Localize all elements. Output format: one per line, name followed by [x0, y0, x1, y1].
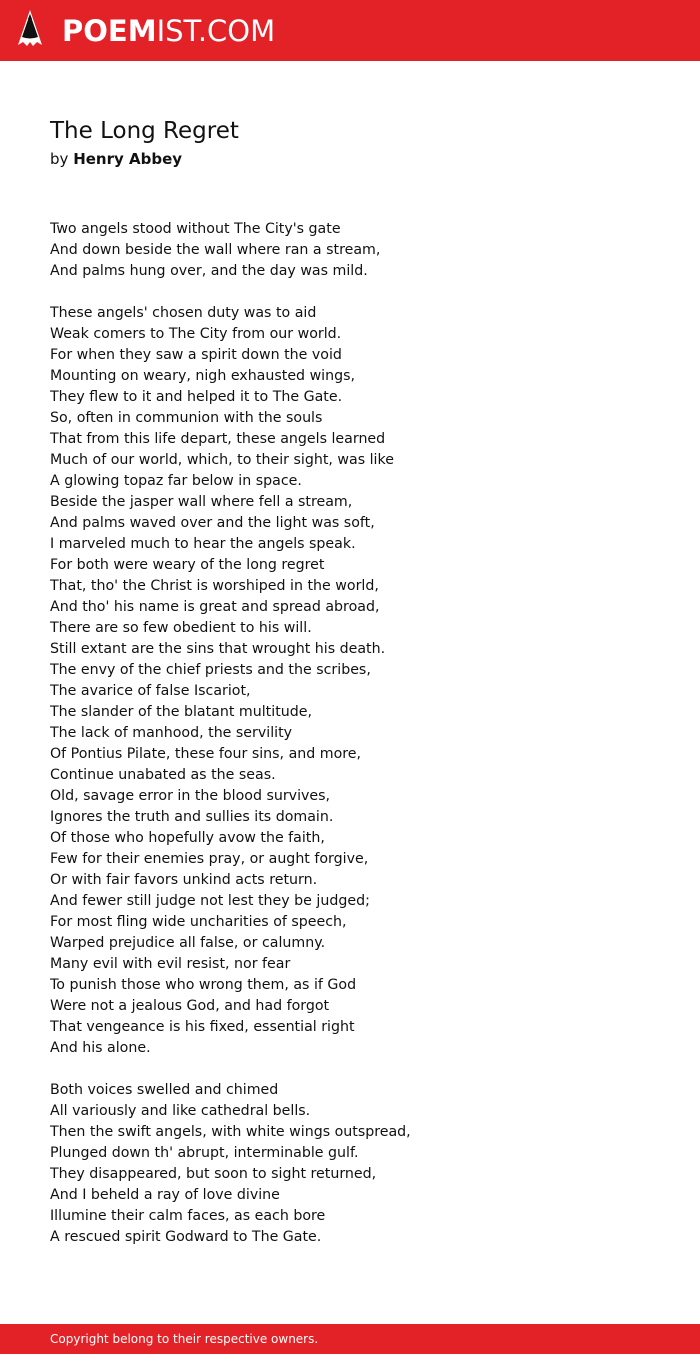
poem-line: Weak comers to The City from our world.	[50, 326, 342, 342]
poem-line: Two angels stood without The City's gate	[50, 221, 341, 237]
poem-line: Continue unabated as the seas.	[50, 767, 276, 783]
poem-line: There are so few obedient to his will.	[50, 620, 312, 636]
poem-line: I marveled much to hear the angels speak.	[50, 536, 356, 552]
poem-line: For when they saw a spirit down the void	[50, 347, 342, 363]
poem-line: A glowing topaz far below in space.	[50, 473, 302, 489]
copyright-text: Copyright belong to their respective owners.	[50, 1332, 319, 1346]
site-header	[0, 0, 700, 61]
poem-line: That vengeance is his fixed, essential right	[50, 1019, 355, 1035]
poem-line: A rescued spirit Godward to The Gate.	[50, 1229, 322, 1245]
poem-stanza	[50, 303, 670, 1059]
pencil-tip-icon[interactable]	[17, 9, 43, 51]
poem-line: That from this life depart, these angels learned	[50, 431, 386, 447]
poem-line: Much of our world, which, to their sight, was like	[50, 452, 394, 468]
poem-line: All variously and like cathedral bells.	[50, 1103, 311, 1119]
poem-line: They disappeared, but soon to sight returned,	[50, 1166, 377, 1182]
poem-line: And tho' his name is great and spread abroad,	[50, 599, 380, 615]
poem-line: Ignores the truth and sullies its domain.	[50, 809, 334, 825]
poem-line: Both voices swelled and chimed	[50, 1082, 279, 1098]
brand-bold-text: POEM	[62, 14, 157, 48]
poem-title: The Long Regret	[50, 118, 239, 144]
poem-body	[50, 219, 670, 1269]
poem-line: The slander of the blatant multitude,	[50, 704, 312, 720]
poem-line: Of Pontius Pilate, these four sins, and more,	[50, 746, 362, 762]
poem-line: Warped prejudice all false, or calumny.	[50, 935, 326, 951]
poem-line: Illumine their calm faces, as each bore	[50, 1208, 326, 1224]
poem-line: To punish those who wrong them, as if God	[50, 977, 357, 993]
by-label: by	[50, 150, 69, 168]
poem-line: The envy of the chief priests and the scribes,	[50, 662, 371, 678]
poem-line: Old, savage error in the blood survives,	[50, 788, 331, 804]
poem-line: Few for their enemies pray, or aught forgive,	[50, 851, 369, 867]
poem-line: And palms hung over, and the day was mild.	[50, 263, 368, 279]
poem-line: Were not a jealous God, and had forgot	[50, 998, 330, 1014]
poem-line: Of those who hopefully avow the faith,	[50, 830, 325, 846]
poem-line: These angels' chosen duty was to aid	[50, 305, 317, 321]
poem-line: For both were weary of the long regret	[50, 557, 325, 573]
poem-line: Mounting on weary, nigh exhausted wings,	[50, 368, 356, 384]
poem-line: Then the swift angels, with white wings outspread,	[50, 1124, 411, 1140]
poem-line: Beside the jasper wall where fell a stream,	[50, 494, 353, 510]
poem-line: And his alone.	[50, 1040, 151, 1056]
poem-line: And palms waved over and the light was soft,	[50, 515, 375, 531]
poem-line: And fewer still judge not lest they be judged;	[50, 893, 370, 909]
site-footer	[0, 1324, 700, 1354]
poem-line: And I beheld a ray of love divine	[50, 1187, 280, 1203]
poem-line: Or with fair favors unkind acts return.	[50, 872, 318, 888]
site-brand-link[interactable]	[62, 13, 275, 49]
byline	[50, 148, 182, 170]
poem-line: Still extant are the sins that wrought his death.	[50, 641, 386, 657]
poem-line: That, tho' the Christ is worshiped in the world,	[50, 578, 379, 594]
poem-line: The lack of manhood, the servility	[50, 725, 293, 741]
poem-line: They flew to it and helped it to The Gate.	[50, 389, 343, 405]
author-name: Henry Abbey	[73, 150, 183, 168]
brand-light-text: IST.COM	[156, 14, 276, 48]
poem-line: And down beside the wall where ran a stream,	[50, 242, 381, 258]
poem-line: The avarice of false Iscariot,	[50, 683, 251, 699]
poem-line: Many evil with evil resist, nor fear	[50, 956, 291, 972]
poem-line: Plunged down th' abrupt, interminable gulf.	[50, 1145, 359, 1161]
poem-line: So, often in communion with the souls	[50, 410, 323, 426]
poem-stanza	[50, 219, 670, 282]
poem-line: For most fling wide uncharities of speech,	[50, 914, 347, 930]
poem-stanza	[50, 1080, 670, 1248]
